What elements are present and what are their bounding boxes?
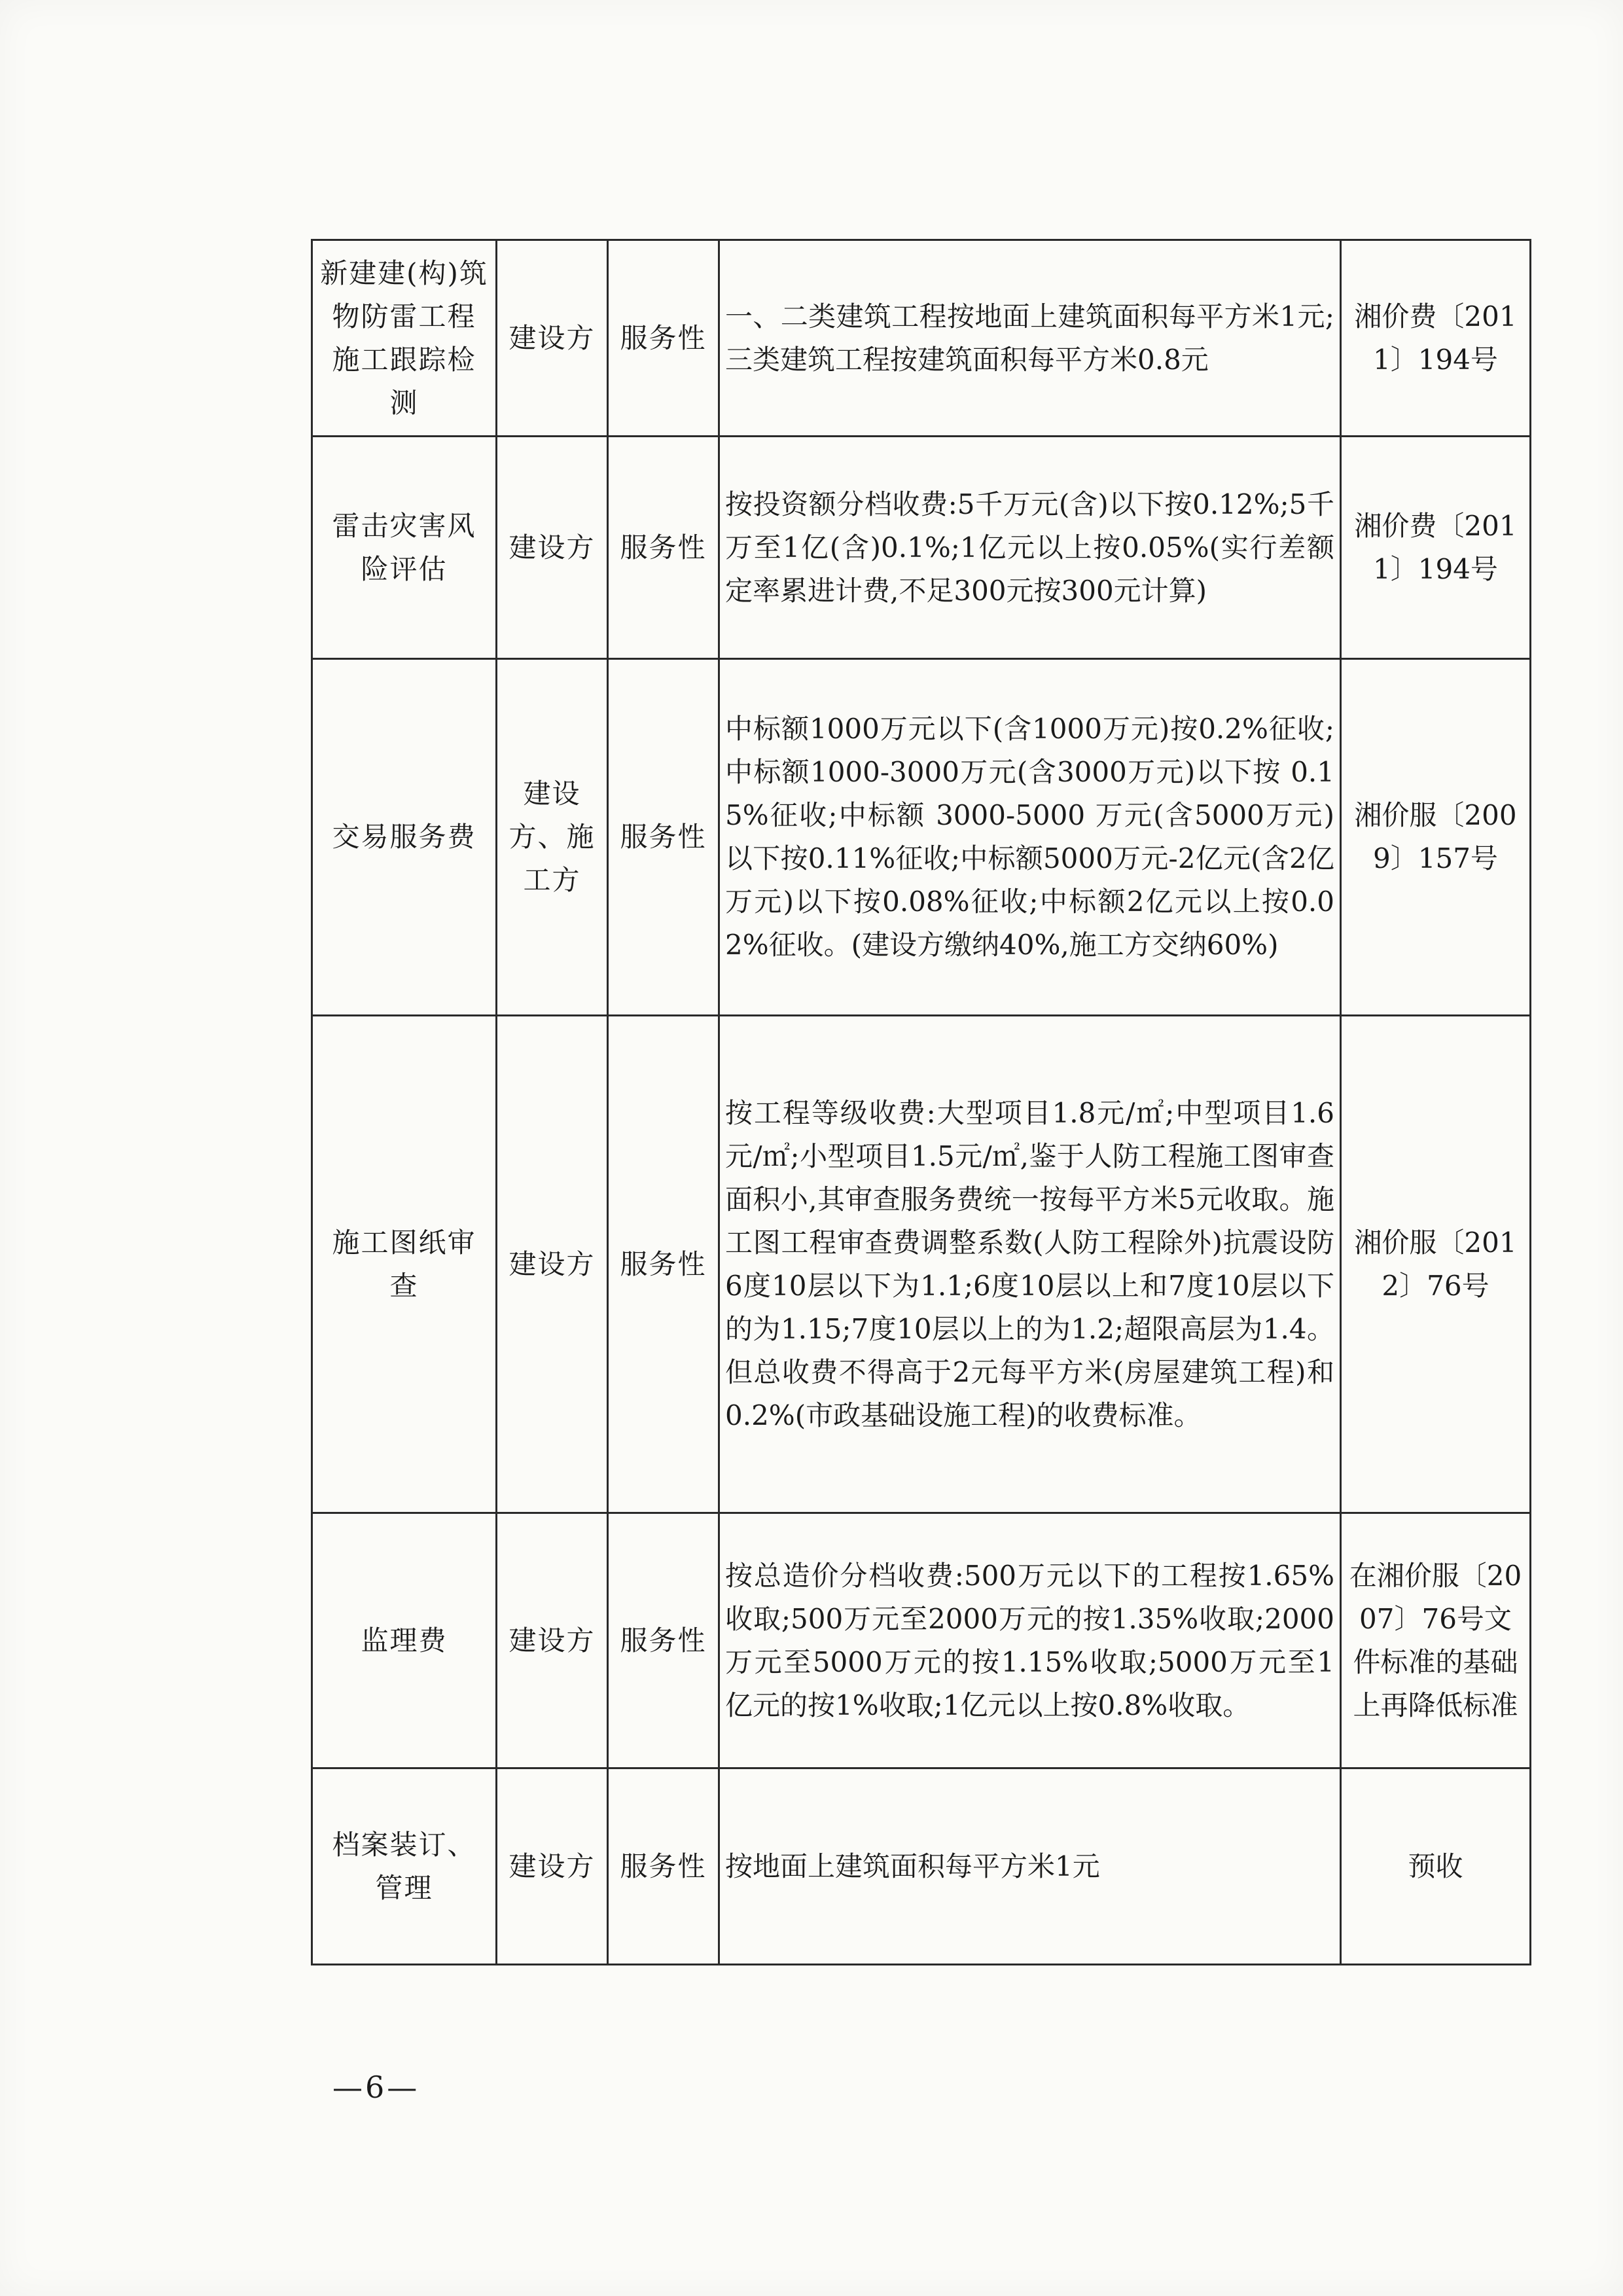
basis-cell: 预收 [1341, 1768, 1531, 1965]
nature-cell: 服务性 [608, 1513, 719, 1768]
table-row [312, 1016, 1531, 1513]
nature-cell: 服务性 [608, 437, 719, 659]
standard-cell: 按投资额分档收费:5千万元(含)以下按0.12%;5千万至1亿(含)0.1%;1亿元以上按0.05%(实行差额定率累进计费,不足300元按300元计算) [719, 437, 1341, 659]
table-row [312, 1768, 1531, 1965]
standard-cell: 按工程等级收费:大型项目1.8元/㎡;中型项目1.6元/㎡;小型项目1.5元/㎡,鉴于人防工程施工图审查面积小,其审查服务费统一按每平方米5元收取。施工图工程审查费调整系数(人防工程除外)抗震设防6度10层以下为1.1;6度10层以上和7度10层以下的为1.15;7度10层以上的为1.2;超限高层为1.4。但总收费不得高于2元每平方米(房屋建筑工程)和0.2%(市政基础设施工程)的收费标准。 [719, 1016, 1341, 1513]
fee-name-cell: 施工图纸审查 [312, 1016, 497, 1513]
fee-table [311, 239, 1531, 1965]
table-row [312, 659, 1531, 1016]
nature-cell: 服务性 [608, 1768, 719, 1965]
fee-name-cell: 新建建(构)筑物防雷工程施工跟踪检测 [312, 240, 497, 437]
basis-cell: 湘价费〔2011〕194号 [1341, 240, 1531, 437]
standard-cell: 按总造价分档收费:500万元以下的工程按1.65%收取;500万元至2000万元的按1.35%收取;2000万元至5000万元的按1.15%收取;5000万元至1亿元的按1%收取;1亿元以上按0.8%收取。 [719, 1513, 1341, 1768]
payer-cell: 建设方 [497, 1016, 608, 1513]
basis-cell: 湘价服〔2012〕76号 [1341, 1016, 1531, 1513]
standard-cell: 一、二类建筑工程按地面上建筑面积每平方米1元;三类建筑工程按建筑面积每平方米0.8元 [719, 240, 1341, 437]
payer-cell: 建设方、施工方 [497, 659, 608, 1016]
nature-cell: 服务性 [608, 659, 719, 1016]
basis-cell: 在湘价服〔2007〕76号文件标准的基础上再降低标准 [1341, 1513, 1531, 1768]
fee-name-cell: 交易服务费 [312, 659, 497, 1016]
payer-cell: 建设方 [497, 437, 608, 659]
standard-cell: 中标额1000万元以下(含1000万元)按0.2%征收;中标额1000-3000万元(含3000万元)以下按 0.15%征收;中标额 3000-5000 万元(含5000万元)以下按0.11%征收;中标额5000万元-2亿元(含2亿万元)以下按0.08%征收;中标额2亿元以上按0.02%征收。(建设方缴纳40%,施工方交纳60%) [719, 659, 1341, 1016]
fee-name-cell: 档案装订、管理 [312, 1768, 497, 1965]
payer-cell: 建设方 [497, 240, 608, 437]
nature-cell: 服务性 [608, 1016, 719, 1513]
table-row [312, 437, 1531, 659]
standard-cell: 按地面上建筑面积每平方米1元 [719, 1768, 1341, 1965]
table-row [312, 240, 1531, 437]
basis-cell: 湘价服〔2009〕157号 [1341, 659, 1531, 1016]
page-number: —6— [332, 2070, 420, 2105]
payer-cell: 建设方 [497, 1768, 608, 1965]
payer-cell: 建设方 [497, 1513, 608, 1768]
nature-cell: 服务性 [608, 240, 719, 437]
fee-name-cell: 监理费 [312, 1513, 497, 1768]
table-row [312, 1513, 1531, 1768]
fee-name-cell: 雷击灾害风险评估 [312, 437, 497, 659]
basis-cell: 湘价费〔2011〕194号 [1341, 437, 1531, 659]
